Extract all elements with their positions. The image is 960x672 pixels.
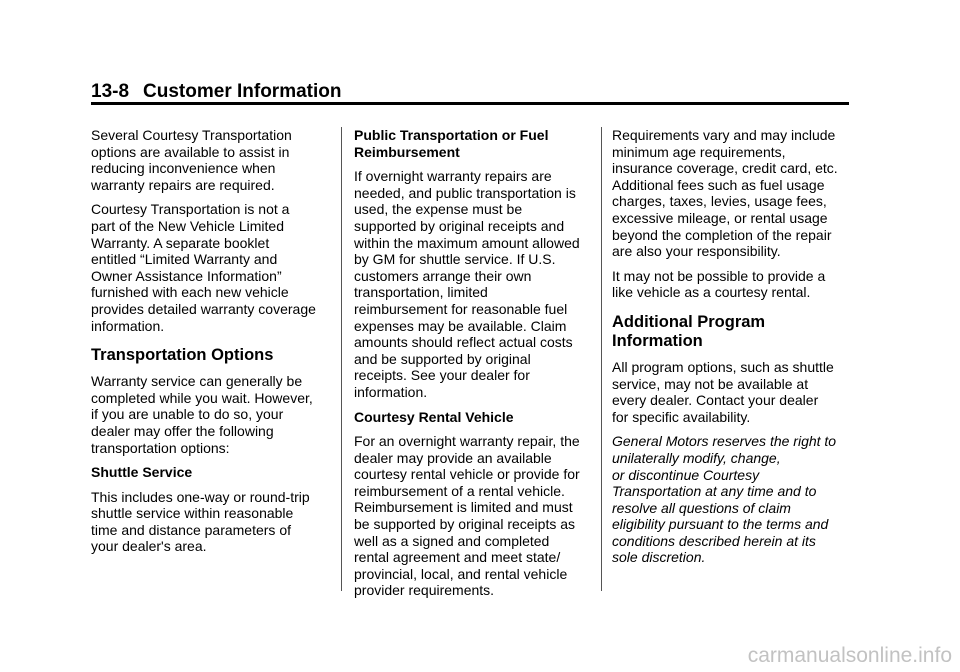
column-divider xyxy=(341,127,342,591)
courtesy-rental-subheading: Courtesy Rental Vehicle xyxy=(354,408,514,425)
page-number: 13-8 xyxy=(91,81,130,102)
requirements-paragraph: Requirements vary and may include minimum age requirements, insurance coverage, credit card, etc. Additional fees such as fuel usage charges, taxes, levies, usage fees, excessive mileage, or rental usage beyond the completion of the repair are also your responsibility. xyxy=(612,127,838,260)
additional-program-heading: Additional Program Information xyxy=(612,312,766,350)
gm-rights-paragraph: General Motors reserves the right to unilaterally modify, change, or discontinue Courtesy Transportation at any time and to resolve all questions of claim eligibility pursuant to the terms and conditions described herein at its sole discretion. xyxy=(612,433,837,566)
shuttle-paragraph: This includes one-way or round-trip shuttle service within reasonable time and distance parameters of your dealer's area. xyxy=(91,488,310,555)
header-rule xyxy=(91,102,849,105)
text-column-1 xyxy=(91,127,339,563)
transportation-options-heading: Transportation Options xyxy=(91,346,274,365)
public-transportation-subheading: Public Transportation or Fuel Reimbursement xyxy=(354,127,549,160)
transportation-paragraph: Warranty service can generally be completed while you wait. However, if you are unable to do so, your dealer may offer the following transportation options: xyxy=(91,373,313,456)
text-column-2 xyxy=(354,127,594,607)
program-options-paragraph: All program options, such as shuttle service, may not be available at every dealer. Contact your dealer for specific availability. xyxy=(612,358,834,425)
column-divider xyxy=(601,127,602,591)
section-title: Customer Information xyxy=(143,81,342,102)
public-transportation-paragraph: If overnight warranty repairs are needed, and public transportation is used, the expense must be supported by original receipts and within the maximum amount allowed by GM for shuttle service. If U.S. customers arrange their own transportation, limited reimbursement for reasonable fuel expenses may be available. Claim amounts should reflect actual costs and be supported by original receipts. See your dealer for information. xyxy=(354,168,580,400)
watermark: carmanualsonline.info xyxy=(747,644,952,667)
like-vehicle-paragraph: It may not be possible to provide a like vehicle as a courtesy rental. xyxy=(612,267,826,301)
shuttle-service-subheading: Shuttle Service xyxy=(91,464,193,481)
intro-paragraph: Several Courtesy Transportation options are available to assist in reducing inconvenience when warranty repairs are required. xyxy=(91,127,292,193)
courtesy-rental-paragraph: For an overnight warranty repair, the dealer may provide an available courtesy rental vehicle or provide for reimbursement of a rental vehicle. Reimbursement is limited and must be supported by original receipts as well as a signed and completed rental agreement and meet state/ provincial, local, and rental vehicle provider requirements. xyxy=(354,433,580,599)
warranty-paragraph: Courtesy Transportation is not a part of the New Vehicle Limited Warranty. A separate booklet entitled “Limited Warranty and Owner Assistance Information” furnished with each new vehicle provides detailed warranty coverage information. xyxy=(91,201,316,334)
text-column-3 xyxy=(612,127,857,574)
page-heading xyxy=(91,80,341,104)
